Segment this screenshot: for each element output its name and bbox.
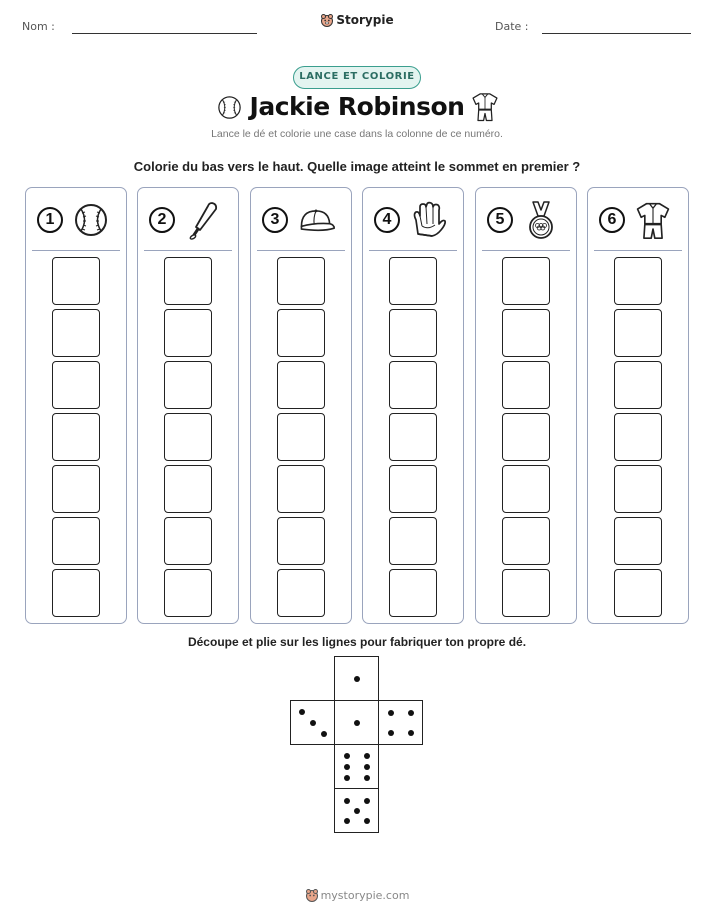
color-box[interactable] (52, 465, 100, 513)
color-box[interactable] (277, 517, 325, 565)
color-box[interactable] (52, 309, 100, 357)
brand (0, 13, 714, 27)
separator (32, 250, 120, 251)
die-face-six (334, 744, 379, 789)
die-dot (344, 764, 350, 770)
color-box[interactable] (52, 569, 100, 617)
die-face-four (378, 700, 423, 745)
color-box[interactable] (502, 309, 550, 357)
color-box[interactable] (52, 413, 100, 461)
color-box[interactable] (277, 361, 325, 409)
name-line (72, 33, 257, 34)
separator (257, 250, 345, 251)
color-box[interactable] (614, 465, 662, 513)
die-dot (364, 798, 370, 804)
color-box[interactable] (389, 413, 437, 461)
die-dot (321, 731, 327, 737)
storypie-logo-icon (320, 13, 334, 27)
die-dot (354, 676, 360, 682)
medal-icon (521, 200, 561, 240)
subtitle: Lance le dé et colorie une case dans la colonne de ce numéro. (211, 128, 503, 140)
column-number: 6 (599, 207, 625, 233)
die-dot (364, 753, 370, 759)
name-label: Nom : (22, 20, 55, 33)
die-face-one (334, 656, 379, 701)
die-dot (388, 710, 394, 716)
color-box[interactable] (614, 257, 662, 305)
baseball-uniform-icon (633, 200, 673, 240)
die-dot (344, 818, 350, 824)
color-box[interactable] (614, 309, 662, 357)
separator (144, 250, 232, 251)
column-3 (250, 187, 352, 624)
storypie-logo-icon (305, 888, 319, 902)
column-number: 1 (37, 207, 63, 233)
activity-badge: LANCE ET COLORIE (293, 66, 421, 89)
color-box[interactable] (502, 413, 550, 461)
brand-name: Storypie (336, 13, 394, 27)
color-box[interactable] (277, 257, 325, 305)
color-box[interactable] (614, 517, 662, 565)
column-6 (587, 187, 689, 624)
page-title: Jackie Robinson (249, 92, 465, 121)
color-box[interactable] (502, 361, 550, 409)
baseball-uniform-icon (471, 91, 499, 122)
color-box[interactable] (502, 465, 550, 513)
column-2 (137, 187, 239, 624)
die-dot (408, 730, 414, 736)
die-face-three (290, 700, 335, 745)
color-box[interactable] (277, 413, 325, 461)
color-box[interactable] (52, 257, 100, 305)
die-dot (364, 775, 370, 781)
color-box[interactable] (614, 569, 662, 617)
color-box[interactable] (502, 257, 550, 305)
color-box[interactable] (164, 309, 212, 357)
color-box[interactable] (614, 413, 662, 461)
die-dot (364, 818, 370, 824)
color-box[interactable] (164, 465, 212, 513)
color-box[interactable] (389, 309, 437, 357)
color-box[interactable] (389, 569, 437, 617)
column-number: 4 (374, 207, 400, 233)
column-number: 5 (487, 207, 513, 233)
color-box[interactable] (389, 517, 437, 565)
color-box[interactable] (502, 517, 550, 565)
instruction: Colorie du bas vers le haut. Quelle image atteint le sommet en premier ? (133, 159, 581, 174)
die-dot (354, 720, 360, 726)
die-dot (344, 798, 350, 804)
color-box[interactable] (52, 361, 100, 409)
column-number: 3 (262, 207, 288, 233)
color-box[interactable] (614, 361, 662, 409)
separator (482, 250, 570, 251)
color-box[interactable] (277, 465, 325, 513)
color-box[interactable] (389, 361, 437, 409)
die-dot (344, 775, 350, 781)
date-line (542, 33, 691, 34)
color-box[interactable] (164, 413, 212, 461)
date-label: Date : (495, 20, 529, 33)
color-box[interactable] (277, 569, 325, 617)
color-box[interactable] (164, 257, 212, 305)
separator (594, 250, 682, 251)
baseball-cap-icon (296, 200, 336, 240)
footer-url[interactable]: mystorypie.com (320, 889, 410, 902)
die-dot (310, 720, 316, 726)
die-dot (344, 753, 350, 759)
die-dot (364, 764, 370, 770)
color-box[interactable] (164, 569, 212, 617)
die-face-five (334, 788, 379, 833)
column-5 (475, 187, 577, 624)
die-dot (388, 730, 394, 736)
color-box[interactable] (52, 517, 100, 565)
die-dot (354, 808, 360, 814)
color-box[interactable] (389, 257, 437, 305)
color-box[interactable] (277, 309, 325, 357)
column-1 (25, 187, 127, 624)
cutout-instruction: Découpe et plie sur les lignes pour fabriquer ton propre dé. (187, 635, 527, 649)
color-box[interactable] (389, 465, 437, 513)
color-box[interactable] (502, 569, 550, 617)
baseball-icon (71, 200, 111, 240)
separator (369, 250, 457, 251)
color-box[interactable] (164, 517, 212, 565)
baseball-glove-icon (408, 200, 448, 240)
footer (0, 888, 714, 902)
column-number: 2 (149, 207, 175, 233)
column-4 (362, 187, 464, 624)
color-box[interactable] (164, 361, 212, 409)
baseball-bat-icon (183, 200, 223, 240)
die-dot (299, 709, 305, 715)
die-face-one (334, 700, 379, 745)
die-dot (408, 710, 414, 716)
